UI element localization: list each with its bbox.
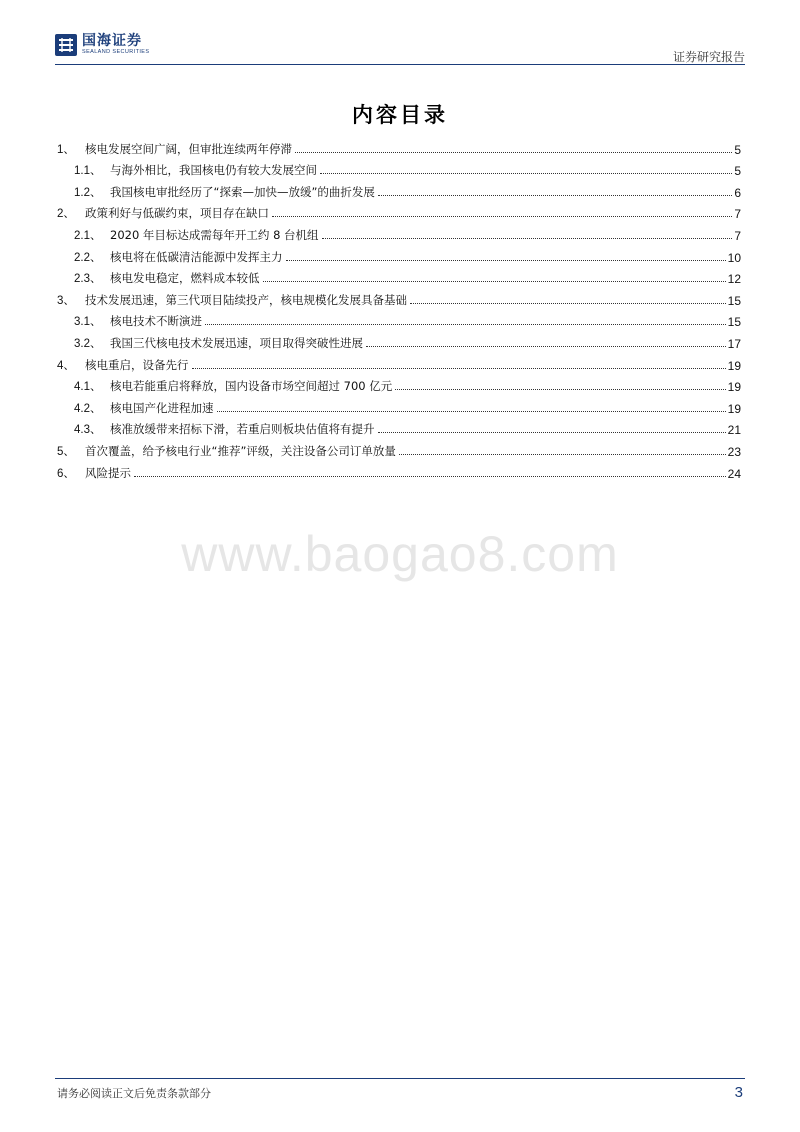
toc-dot-leader xyxy=(205,324,726,325)
toc-entry-number: 5、 xyxy=(57,445,75,458)
toc-entry[interactable] xyxy=(57,394,741,416)
toc-entry-page[interactable]: 5 xyxy=(734,164,741,179)
toc-entry[interactable] xyxy=(57,221,741,243)
toc-dot-leader xyxy=(366,346,726,347)
toc-entry[interactable] xyxy=(57,200,741,222)
toc-entry-title[interactable]: 核电国产化进程加速 xyxy=(110,400,214,415)
toc-entry-page[interactable]: 17 xyxy=(727,336,741,351)
toc-entry-number: 1、 xyxy=(57,143,75,156)
toc-entry-title[interactable]: 2020 年目标达成需每年开工约 8 台机组 xyxy=(110,227,319,242)
toc-entry[interactable] xyxy=(57,351,741,373)
toc-entry-page[interactable]: 15 xyxy=(727,315,741,330)
toc-entry[interactable] xyxy=(57,459,741,481)
toc-entry-number: 4.3、 xyxy=(74,424,102,437)
toc-entry-number: 2、 xyxy=(57,208,75,221)
toc-dot-leader xyxy=(295,152,732,153)
toc-entry-number: 2.1、 xyxy=(74,229,102,242)
toc-entry-page[interactable]: 23 xyxy=(727,444,741,459)
toc-entry-title[interactable]: 风险提示 xyxy=(85,465,131,480)
header-divider xyxy=(55,64,745,65)
toc-entry[interactable] xyxy=(57,437,741,459)
footer-divider xyxy=(55,1078,745,1079)
table-of-contents xyxy=(57,135,741,481)
toc-dot-leader xyxy=(410,303,726,304)
toc-entry-page[interactable]: 7 xyxy=(734,207,741,222)
toc-entry[interactable] xyxy=(57,308,741,330)
toc-entry-number: 3、 xyxy=(57,294,75,307)
toc-dot-leader xyxy=(217,411,726,412)
toc-entry-title[interactable]: 核准放缓带来招标下滑，若重启则板块估值将有提升 xyxy=(110,422,375,437)
toc-dot-leader xyxy=(134,476,726,477)
toc-dot-leader xyxy=(263,281,726,282)
toc-entry[interactable] xyxy=(57,416,741,438)
toc-entry-title[interactable]: 与海外相比，我国核电仍有较大发展空间 xyxy=(110,163,317,178)
toc-dot-leader xyxy=(399,454,726,455)
logo-english-name: SEALAND SECURITIES xyxy=(82,49,150,56)
toc-entry-title[interactable]: 核电将在低碳清洁能源中发挥主力 xyxy=(110,249,283,264)
page-header xyxy=(55,34,745,64)
page-number: 3 xyxy=(734,1084,743,1101)
company-logo xyxy=(55,34,149,56)
toc-entry-title[interactable]: 首次覆盖，给予核电行业“推荐”评级，关注设备公司订单放量 xyxy=(85,443,396,458)
document-type-label: 证券研究报告 xyxy=(672,50,745,64)
toc-dot-leader xyxy=(192,368,726,369)
toc-entry-title[interactable]: 核电重启，设备先行 xyxy=(85,357,189,372)
toc-entry-page[interactable]: 24 xyxy=(727,466,741,481)
toc-entry-number: 2.2、 xyxy=(74,251,102,264)
toc-entry-page[interactable]: 10 xyxy=(727,250,741,265)
toc-entry-page[interactable]: 19 xyxy=(727,380,741,395)
toc-entry[interactable] xyxy=(57,265,741,287)
toc-dot-leader xyxy=(272,216,732,217)
toc-entry-title[interactable]: 政策利好与低碳约束，项目存在缺口 xyxy=(85,206,269,221)
toc-entry-page[interactable]: 7 xyxy=(734,228,741,243)
sealand-logo-icon xyxy=(55,34,77,56)
toc-entry[interactable] xyxy=(57,286,741,308)
toc-entry-title[interactable]: 核电技术不断演进 xyxy=(110,314,202,329)
toc-entry-title[interactable]: 我国核电审批经历了“探索—加快—放缓”的曲折发展 xyxy=(110,184,375,199)
toc-entry-number: 4、 xyxy=(57,359,75,372)
toc-entry-number: 3.2、 xyxy=(74,337,102,350)
toc-entry-title[interactable]: 核电发展空间广阔，但审批连续两年停滞 xyxy=(85,141,292,156)
toc-entry-page[interactable]: 6 xyxy=(734,185,741,200)
toc-entry-page[interactable]: 12 xyxy=(727,272,741,287)
disclaimer-note: 请务必阅读正文后免责条款部分 xyxy=(57,1087,211,1100)
toc-dot-leader xyxy=(320,173,732,174)
toc-entry[interactable] xyxy=(57,243,741,265)
toc-entry[interactable] xyxy=(57,157,741,179)
toc-entry-number: 4.1、 xyxy=(74,381,102,394)
logo-chinese-name: 国海证券 xyxy=(82,33,142,50)
toc-dot-leader xyxy=(322,238,733,239)
toc-entry-page[interactable]: 5 xyxy=(734,142,741,157)
toc-entry-page[interactable]: 19 xyxy=(727,358,741,373)
toc-entry-title[interactable]: 我国三代核电技术发展迅速，项目取得突破性进展 xyxy=(110,335,363,350)
toc-entry-page[interactable]: 19 xyxy=(727,401,741,416)
toc-entry-number: 1.2、 xyxy=(74,186,102,199)
toc-dot-leader xyxy=(286,260,726,261)
toc-entry[interactable] xyxy=(57,373,741,395)
toc-entry-number: 3.1、 xyxy=(74,316,102,329)
toc-dot-leader xyxy=(395,389,725,390)
toc-entry[interactable] xyxy=(57,135,741,157)
toc-entry-number: 6、 xyxy=(57,467,75,480)
toc-entry-title[interactable]: 核电发电稳定，燃料成本较低 xyxy=(110,271,260,286)
toc-entry[interactable] xyxy=(57,178,741,200)
toc-title: 内容目录 xyxy=(352,103,448,127)
toc-entry-title[interactable]: 技术发展迅速，第三代项目陆续投产，核电规模化发展具备基础 xyxy=(85,292,407,307)
toc-entry-number: 1.1、 xyxy=(74,165,102,178)
toc-entry-page[interactable]: 21 xyxy=(727,423,741,438)
toc-entry-number: 4.2、 xyxy=(74,402,102,415)
toc-entry-number: 2.3、 xyxy=(74,273,102,286)
toc-entry-title[interactable]: 核电若能重启将释放，国内设备市场空间超过 700 亿元 xyxy=(110,379,393,394)
watermark: www.baogao8.com xyxy=(181,526,619,582)
toc-entry[interactable] xyxy=(57,329,741,351)
toc-dot-leader xyxy=(378,195,732,196)
toc-dot-leader xyxy=(378,432,726,433)
toc-entry-page[interactable]: 15 xyxy=(727,293,741,308)
